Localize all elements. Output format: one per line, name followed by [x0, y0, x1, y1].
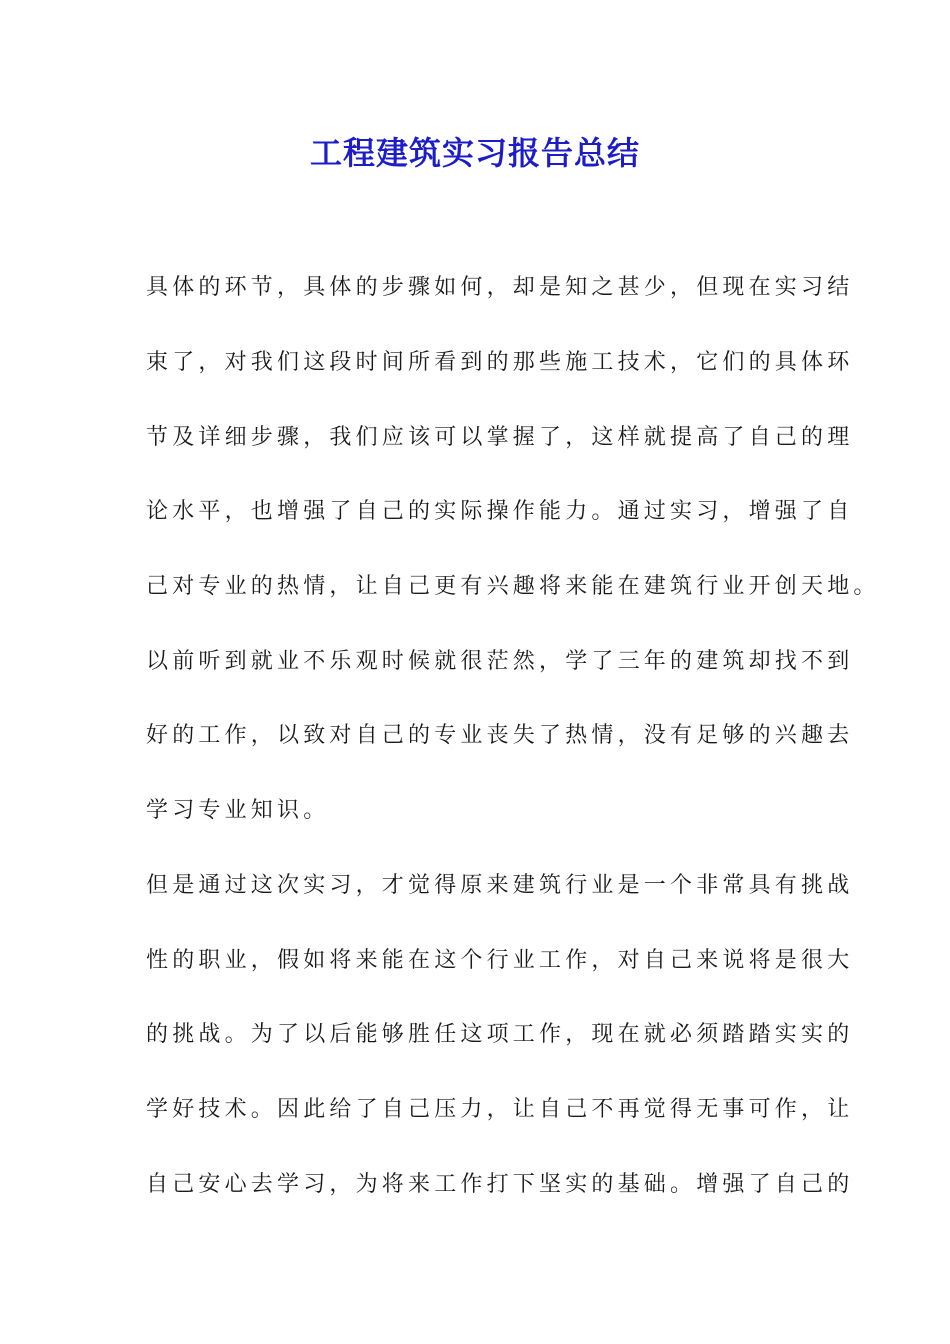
- paragraph-line: 好的工作，以致对自己的专业丧失了热情，没有足够的兴趣去: [146, 723, 854, 748]
- document-title: 工程建筑实习报告总结: [309, 134, 640, 172]
- paragraph-line: 学好技术。因此给了自己压力，让自己不再觉得无事可作，让: [146, 1097, 854, 1122]
- paragraph-line: 己对专业的热情，让自己更有兴趣将来能在建筑行业开创天地。: [146, 574, 880, 599]
- paragraph-line: 以前听到就业不乐观时候就很茫然，学了三年的建筑却找不到: [146, 649, 854, 674]
- paragraph-line: 性的职业，假如将来能在这个行业工作，对自己来说将是很大: [146, 948, 854, 973]
- paragraph-line: 自己安心去学习，为将来工作打下坚实的基础。增强了自己的: [146, 1172, 854, 1197]
- paragraph-line: 节及详细步骤，我们应该可以掌握了，这样就提高了自己的理: [146, 425, 854, 450]
- paragraph-line: 具体的环节，具体的步骤如何，却是知之甚少，但现在实习结: [146, 275, 854, 300]
- paragraph-line: 学习专业知识。: [146, 798, 330, 823]
- paragraph-line: 但是通过这次实习，才觉得原来建筑行业是一个非常具有挑战: [146, 873, 854, 898]
- paragraph-line: 束了，对我们这段时间所看到的那些施工技术，它们的具体环: [146, 350, 854, 375]
- paragraph-line: 的挑战。为了以后能够胜任这项工作，现在就必须踏踏实实的: [146, 1022, 854, 1047]
- paragraph-line: 论水平，也增强了自己的实际操作能力。通过实习，增强了自: [146, 499, 854, 524]
